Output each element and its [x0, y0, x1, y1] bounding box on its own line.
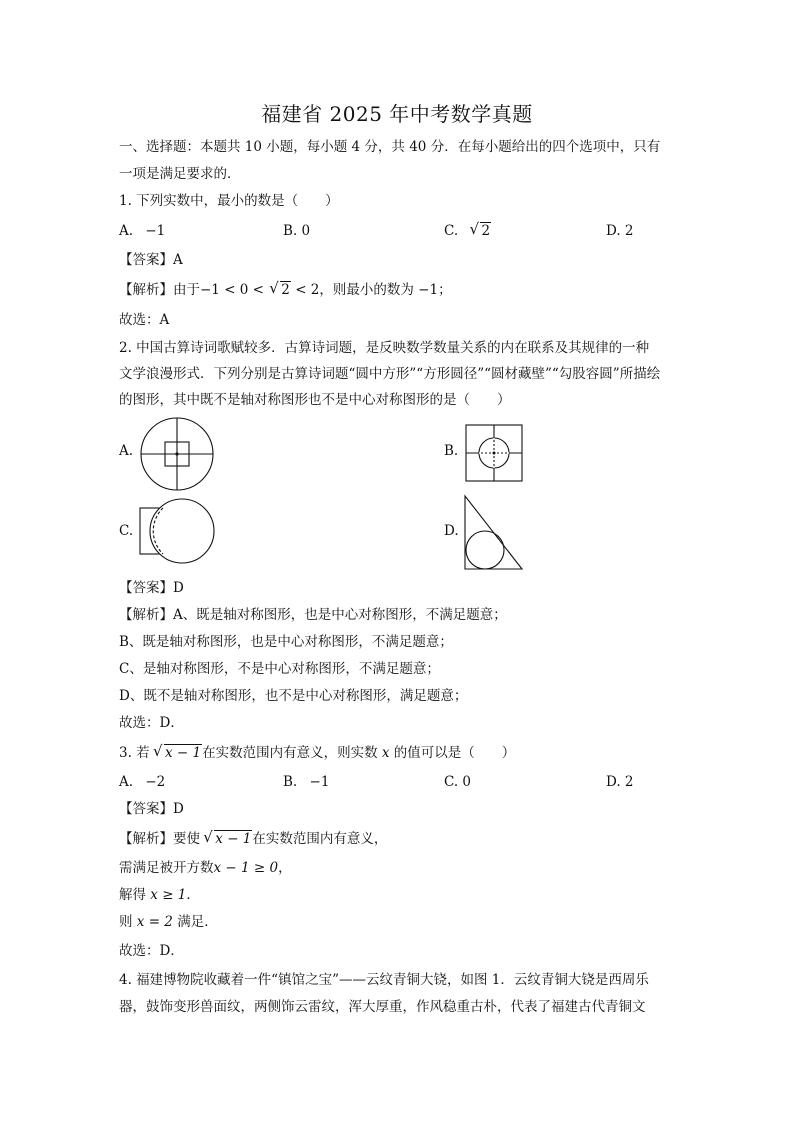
q3-option-b-value: −1 [309, 774, 330, 790]
q1-analysis-sqrt [270, 280, 291, 300]
q1-analysis-suffix: ，则最小的数为 −1； [319, 282, 452, 298]
section-instruction-line1: 一、选择题：本题共 10 小题，每小题 4 分，共 40 分．在每小题给出的四个选项中，只有 [119, 139, 661, 155]
q1-option-c-letter: C. [444, 223, 459, 239]
q3-step3-expr: x = 2 [136, 914, 173, 930]
q3-stem-prefix: 3. 若 [119, 745, 150, 761]
q3-option-b-letter: B. [283, 774, 298, 790]
q2-figure-d [463, 494, 525, 572]
q2-stem-line2: 文学浪漫形式．下列分别是古算诗词题“圆中方形”“方形圆径”“圆材藏壁”“勾股容圆”所描绘 [119, 366, 661, 382]
q3-analysis [119, 829, 387, 849]
q3-step3-suffix: 满足． [177, 914, 218, 930]
q2-figure-d-label: D. [444, 523, 459, 539]
q2-analysis-c: C、是轴对称图形，不是中心对称图形，不满足题意； [119, 661, 440, 677]
q3-step3-prefix: 则 [119, 914, 133, 930]
q1-option-d: D. 2 [606, 223, 634, 239]
q3-step1 [119, 858, 292, 878]
q1-analysis [119, 280, 452, 300]
q3-step1-suffix: ， [278, 860, 292, 876]
q3-option-d: D. 2 [606, 774, 634, 790]
q3-stem-mid: 在实数范围内有意义，则实数 [202, 745, 378, 761]
q4-stem-line2: 器，鼓饰变形兽面纹，两侧饰云雷纹，浑大厚重，作风稳重古朴，代表了福建古代青铜文 [119, 999, 646, 1015]
q3-step1-prefix: 需满足被开方数 [119, 860, 214, 876]
q2-figure-a [139, 416, 215, 492]
q3-option-a [119, 772, 165, 792]
q1-analysis-prefix: 【解析】由于 [119, 282, 200, 298]
q2-analysis-a: 【解析】A、既是轴对称图形，也是中心对称图形，不满足题意； [119, 607, 507, 623]
q2-analysis-d: D、既不是轴对称图形，也不是中心对称图形，满足题意； [119, 688, 468, 704]
q1-conclusion: 故选：A [119, 312, 170, 328]
q3-stem [119, 743, 515, 763]
q3-analysis-radicand: x − 1 [215, 831, 252, 847]
q3-step2-prefix: 解得 [119, 887, 146, 903]
q3-analysis-prefix: 【解析】要使 [119, 831, 200, 847]
q2-figure-c [139, 498, 217, 564]
q3-option-a-letter: A. [119, 774, 134, 790]
q3-step3 [119, 912, 218, 932]
q3-stem-radicand: x − 1 [164, 745, 202, 761]
q3-option-a-value: −2 [145, 774, 166, 790]
q2-figure-b [465, 424, 523, 482]
q1-answer: 【答案】A [119, 252, 183, 268]
q1-analysis-radicand: 2 [281, 282, 290, 298]
q3-step2 [119, 885, 200, 905]
q2-figure-a-label: A. [119, 443, 134, 459]
q3-step1-expr: x − 1 ≥ 0 [213, 860, 279, 876]
q1-analysis-ineq-right: < 2 [295, 282, 320, 298]
q3-stem-suffix: 的值可以是（ ） [393, 745, 516, 761]
q3-analysis-suffix: 在实数范围内有意义， [252, 831, 388, 847]
q3-conclusion: 故选：D． [119, 943, 184, 959]
q4-stem-line1: 4. 福建博物院收藏着一件“镇馆之宝”——云纹青铜大铙，如图 1．云纹青铜大铙是西周乐 [119, 972, 649, 988]
q2-figure-c-label: C. [119, 523, 134, 539]
q1-option-b: B. 0 [283, 223, 311, 239]
q1-option-a-value: −1 [145, 223, 166, 239]
q1-option-a [119, 221, 165, 241]
section-instruction-line2: 一项是满足要求的． [119, 166, 241, 182]
q3-answer: 【答案】D [119, 801, 184, 817]
q1-stem: 1. 下列实数中，最小的数是（ ） [119, 193, 339, 209]
q2-analysis-b: B、既是轴对称图形，也是中心对称图形，不满足题意； [119, 634, 453, 650]
q2-conclusion: 故选：D． [119, 715, 184, 731]
q2-figure-b-label: B. [444, 443, 459, 459]
q3-option-c: C. 0 [444, 774, 472, 790]
q3-stem-var: x [381, 745, 390, 761]
q2-stem-line1: 2. 中国古算诗词歌赋较多．古算诗词题，是反映数学数量关系的内在联系及其规律的一种 [119, 340, 650, 356]
q3-option-b [283, 772, 329, 792]
q3-step2-suffix: ． [186, 887, 200, 903]
q3-analysis-sqrt [204, 829, 252, 849]
q2-stem-line3: 的图形，其中既不是轴对称图形也不是中心对称图形的是（ ） [119, 392, 511, 408]
q1-option-a-letter: A. [119, 223, 134, 239]
q1-option-c-sqrt [470, 221, 491, 241]
page-title: 福建省 2025 年中考数学真题 [261, 102, 533, 126]
q1-option-c [444, 221, 491, 241]
q3-step2-expr: x ≥ 1 [150, 887, 187, 903]
q1-analysis-ineq-left: −1 < 0 < [200, 282, 264, 298]
q2-answer: 【答案】D [119, 580, 184, 596]
q3-stem-sqrt [154, 743, 202, 763]
q1-option-c-radicand: 2 [481, 223, 491, 239]
